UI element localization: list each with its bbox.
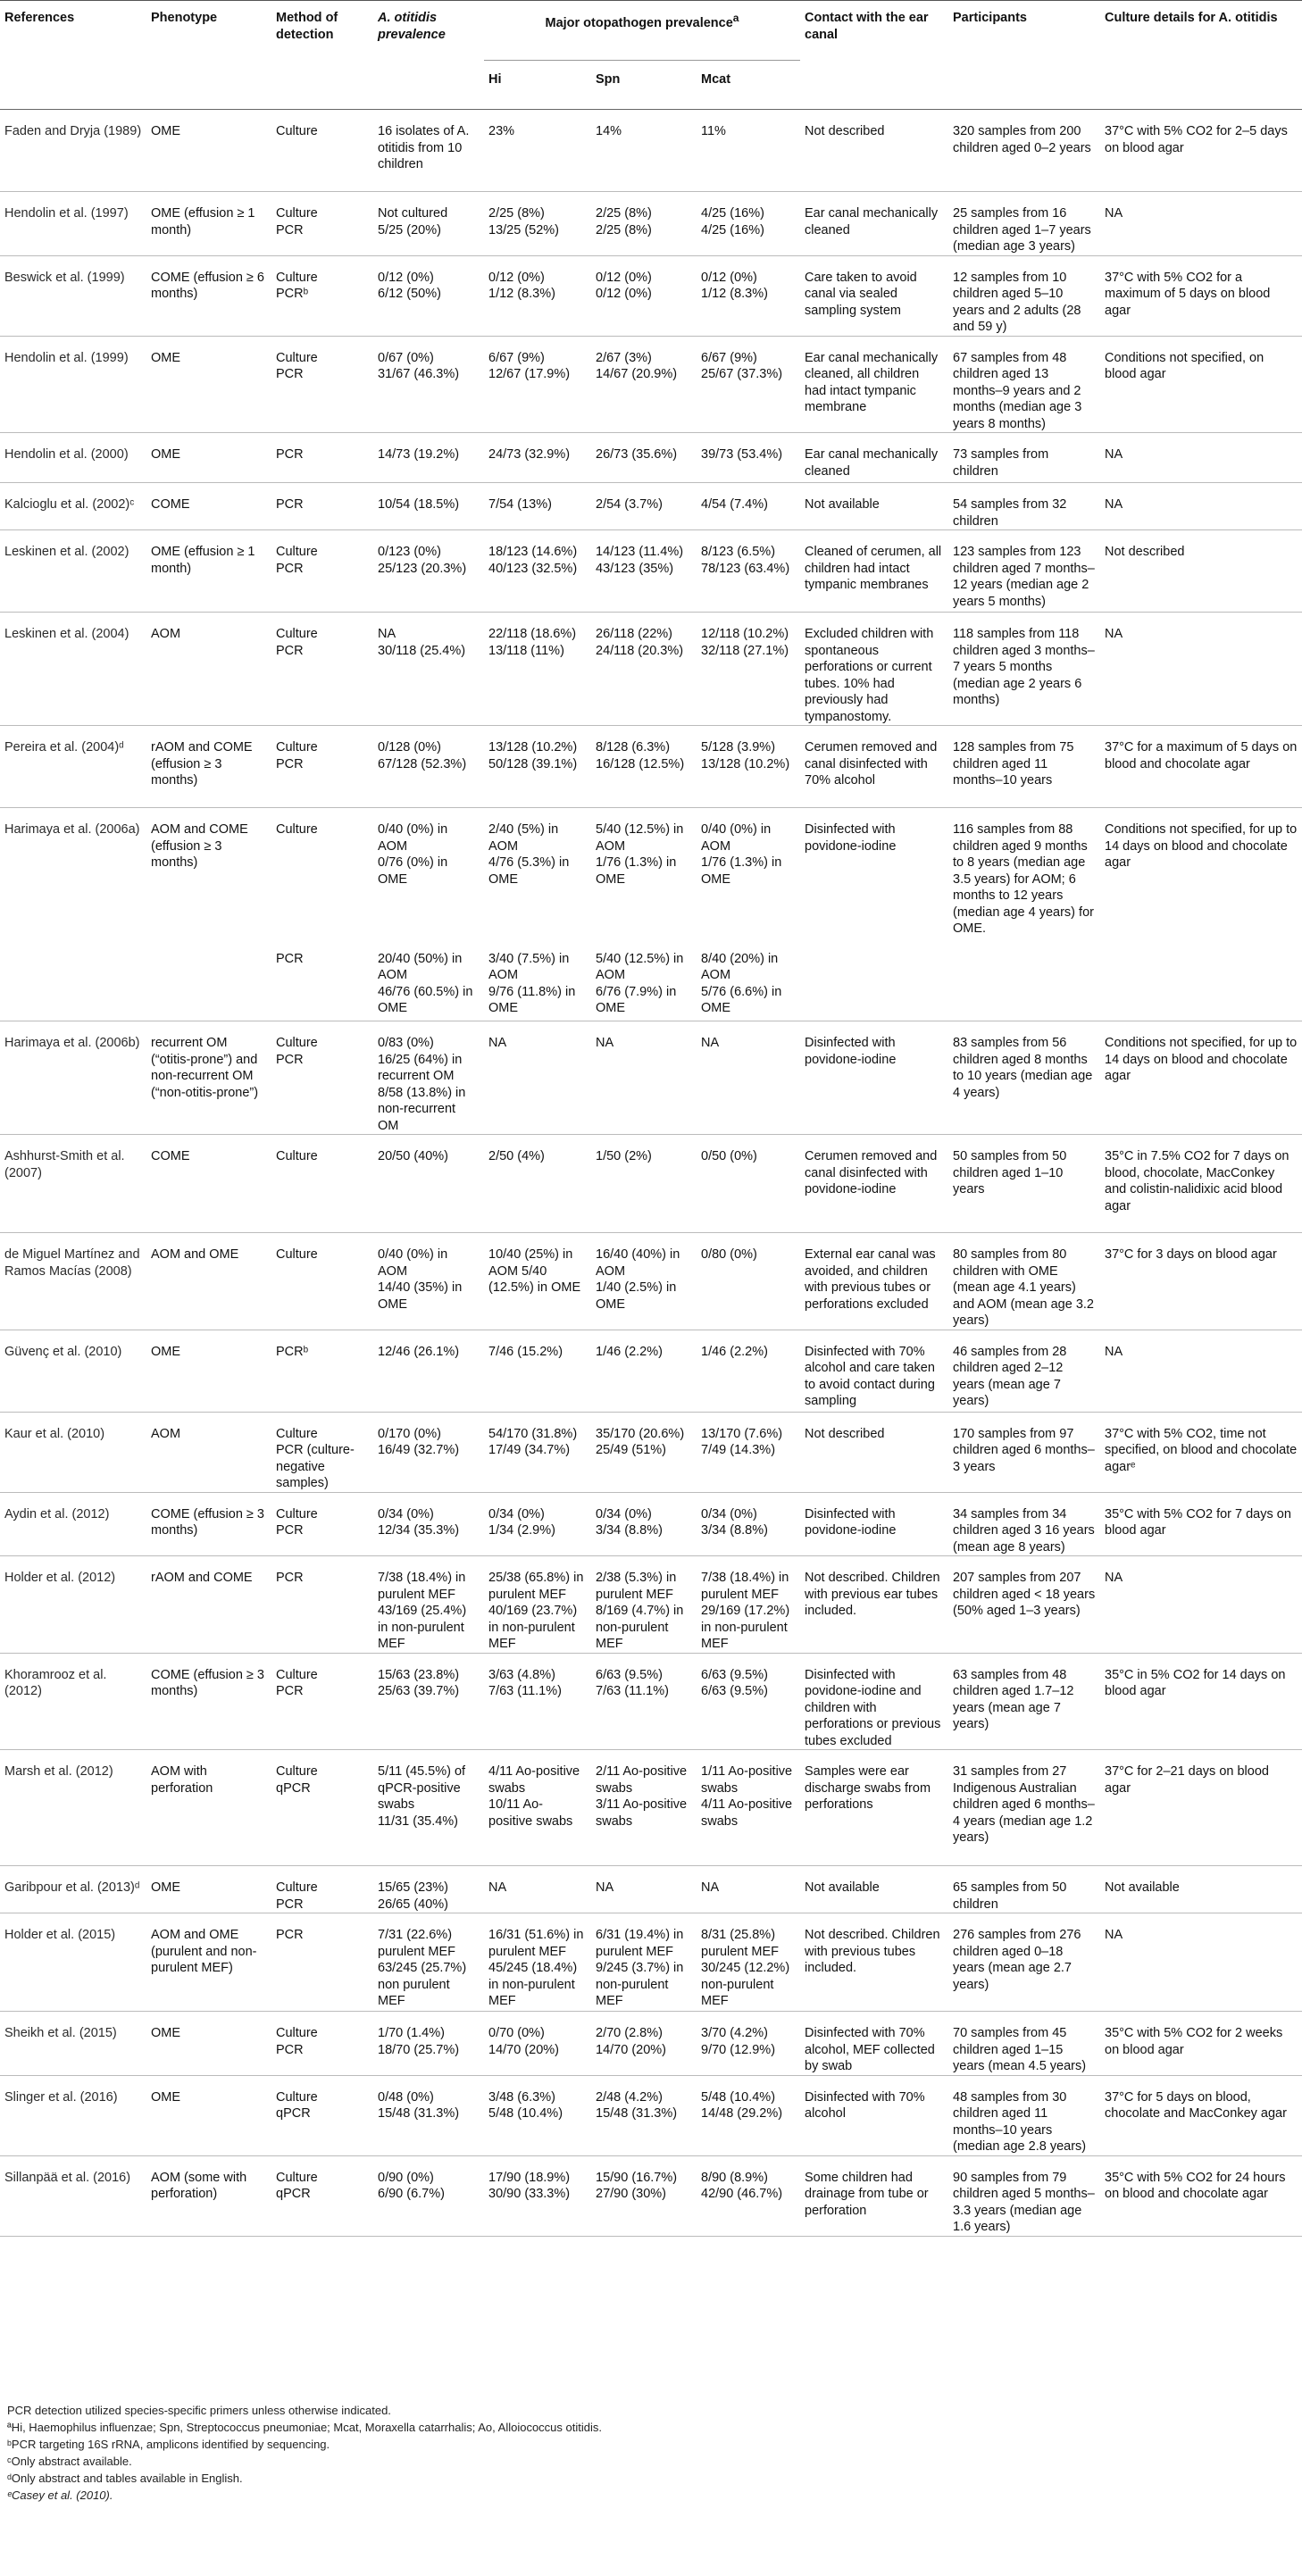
cell-mcat: 8/31 (25.8%) purulent MEF 30/245 (12.2%) non-purulent MEF: [701, 1928, 790, 2008]
cell-spn: 2/38 (5.3%) in purulent MEF 8/169 (4.7%) in non-purulent MEF: [596, 1571, 684, 1651]
cell-method: PCR: [276, 1571, 304, 1585]
cell-mcat: 0/80 (0%): [701, 1247, 757, 1262]
table-row: [0, 2155, 1302, 2236]
cell-hi: 0/12 (0%) 1/12 (8.3%): [488, 270, 555, 301]
table-row: [0, 1135, 1302, 1233]
table-row: [0, 1866, 1302, 1913]
cell-spn: 5/40 (12.5%) in AOM 6/76 (7.9%) in OME: [596, 951, 684, 1015]
cell-method: Culture PCR: [276, 1506, 318, 1538]
cell-phenotype: OME: [151, 2089, 181, 2105]
cell-culture: NA: [1105, 1571, 1123, 1585]
cell-hi: 10/40 (25%) in AOM 5/40 (12.5%) in OME: [488, 1247, 581, 1295]
cell-method: PCRᵇ: [276, 1344, 309, 1359]
cell-reference: Leskinen et al. (2004): [4, 627, 129, 641]
cell-reference: Harimaya et al. (2006a): [4, 822, 140, 837]
cell-spn: 2/70 (2.8%) 14/70 (20%): [596, 2026, 666, 2057]
cell-reference: Harimaya et al. (2006b): [4, 1036, 140, 1050]
cell-phenotype: [146, 938, 271, 1021]
footnote-d: ᵈOnly abstract and tables available in English.: [7, 2472, 243, 2485]
header-contact: Contact with the ear canal: [805, 11, 929, 42]
cell-culture: 37°C for 3 days on blood agar: [1105, 1247, 1277, 1262]
cell-participants: 25 samples from 16 children aged 1–7 years (median age 3 years): [953, 206, 1091, 254]
cell-reference: Hendolin et al. (1997): [4, 206, 129, 221]
header-culture: Culture details for A. otitidis: [1105, 11, 1278, 25]
cell-mcat: NA: [701, 1036, 720, 1050]
cell-method: Culture PCRᵇ: [276, 270, 318, 301]
header-method: Method of detection: [276, 11, 338, 42]
cell-spn: 26/118 (22%) 24/118 (20.3%): [596, 627, 684, 658]
cell-mcat: 0/34 (0%) 3/34 (8.8%): [701, 1506, 768, 1538]
cell-hi: 25/38 (65.8%) in purulent MEF 40/169 (23.7%) in non-purulent MEF: [488, 1571, 584, 1651]
cell-participants: 31 samples from 27 Indigenous Australian children aged 6 months–4 years (median age 1.2 years): [953, 1764, 1095, 1845]
cell-culture: 35°C in 7.5% CO2 for 7 days on blood, chocolate, MacConkey and colistin-nalidixic acid blood agar: [1105, 1149, 1289, 1213]
cell-mcat: 1/46 (2.2%): [701, 1344, 768, 1359]
header-references: References: [4, 11, 75, 25]
cell-mcat: 8/40 (20%) in AOM 5/76 (6.6%) in OME: [701, 951, 782, 1015]
cell-prevalence: 0/83 (0%) 16/25 (64%) in recurrent OM 8/58 (13.8%) in non-recurrent OM: [378, 1036, 466, 1133]
cell-spn: NA: [596, 1036, 614, 1050]
cell-spn: 14/123 (11.4%) 43/123 (35%): [596, 545, 684, 576]
cell-reference: Holder et al. (2015): [4, 1928, 116, 1942]
cell-prevalence: 7/31 (22.6%) purulent MEF 63/245 (25.7%) non purulent MEF: [378, 1928, 467, 2008]
cell-phenotype: AOM (some with perforation): [151, 2170, 247, 2201]
cell-reference: Sillanpää et al. (2016): [4, 2170, 131, 2185]
cell-participants: 90 samples from 79 children aged 5 months–3.3 years (median age 1.6 years): [953, 2170, 1095, 2234]
cell-contact: [800, 938, 948, 1021]
cell-contact: Not described. Children with previous ear tubes included.: [805, 1571, 940, 1618]
cell-culture: 35°C with 5% CO2 for 7 days on blood agar: [1105, 1506, 1291, 1538]
header-participants: Participants: [953, 11, 1027, 25]
cell-culture: NA: [1105, 1344, 1123, 1359]
footnote-a: ªHi, Haemophilus influenzae; Spn, Streptococcus pneumoniae; Mcat, Moraxella catarrhalis; Ao, Alloiococcus otitidis.: [7, 2421, 602, 2434]
cell-contact: Not available: [805, 497, 880, 512]
cell-spn: 8/128 (6.3%) 16/128 (12.5%): [596, 740, 685, 771]
cell-hi: 2/40 (5%) in AOM 4/76 (5.3%) in OME: [488, 822, 570, 887]
cell-phenotype: rAOM and COME (effusion ≥ 3 months): [151, 740, 253, 788]
cell-phenotype: AOM with perforation: [151, 1764, 213, 1796]
cell-contact: Ear canal mechanically cleaned: [805, 447, 939, 479]
cell-method: Culture PCR: [276, 545, 318, 576]
table-row: [0, 192, 1302, 256]
cell-prevalence: 0/123 (0%) 25/123 (20.3%): [378, 545, 467, 576]
cell-method: Culture PCR: [276, 1880, 318, 1912]
cell-participants: 128 samples from 75 children aged 11 months–10 years: [953, 740, 1074, 788]
cell-reference: Güvenç et al. (2010): [4, 1344, 122, 1359]
cell-method: Culture PCR: [276, 350, 318, 381]
cell-culture: Conditions not specified, for up to 14 days on blood and chocolate agar: [1105, 822, 1298, 870]
cell-mcat: 39/73 (53.4%): [701, 447, 783, 462]
cell-reference: Aydin et al. (2012): [4, 1506, 110, 1521]
cell-participants: 123 samples from 123 children aged 7 months–12 years (median age 2 years 5 months): [953, 545, 1095, 609]
cell-spn: 2/48 (4.2%) 15/48 (31.3%): [596, 2089, 678, 2121]
cell-mcat: 1/11 Ao-positive swabs 4/11 Ao-positive swabs: [701, 1764, 793, 1829]
footnote-b: ᵇPCR targeting 16S rRNA, amplicons identified by sequencing.: [7, 2438, 330, 2451]
cell-hi: 13/128 (10.2%) 50/128 (39.1%): [488, 740, 578, 771]
cell-prevalence: 15/65 (23%) 26/65 (40%): [378, 1880, 448, 1912]
table-row: [0, 938, 1302, 1021]
cell-reference: Sheikh et al. (2015): [4, 2026, 117, 2040]
cell-phenotype: AOM: [151, 627, 181, 641]
cell-mcat: 4/25 (16%) 4/25 (16%): [701, 206, 764, 238]
footnote-c: ᶜOnly abstract available.: [7, 2455, 132, 2468]
cell-spn: 26/73 (35.6%): [596, 447, 678, 462]
cell-hi: 7/46 (15.2%): [488, 1344, 563, 1359]
cell-contact: Cerumen removed and canal disinfected with 70% alcohol: [805, 740, 938, 788]
cell-reference: Garibpour et al. (2013)ᵈ: [4, 1880, 140, 1895]
cell-method: Culture: [276, 1149, 318, 1163]
cell-mcat: 7/38 (18.4%) in purulent MEF 29/169 (17.2%) in non-purulent MEF: [701, 1571, 790, 1651]
table-row: [0, 1412, 1302, 1492]
cell-culture: 37°C for 2–21 days on blood agar: [1105, 1764, 1269, 1796]
header-otopathogen: Major otopathogen prevalence$^a$: [484, 1, 800, 61]
cell-culture: 37°C for 5 days on blood, chocolate and MacConkey agar: [1105, 2089, 1287, 2121]
cell-hi: 2/50 (4%): [488, 1149, 545, 1163]
cell-mcat: NA: [701, 1880, 720, 1895]
cell-mcat: 13/170 (7.6%) 7/49 (14.3%): [701, 1426, 783, 1457]
cell-spn: NA: [596, 1880, 614, 1895]
cell-prevalence: Not cultured 5/25 (20%): [378, 206, 448, 238]
cell-contact: Ear canal mechanically cleaned: [805, 206, 939, 238]
cell-hi: 7/54 (13%): [488, 497, 552, 512]
cell-participants: 67 samples from 48 children aged 13 months–9 years and 2 months (median age 3 years 8 months): [953, 350, 1082, 431]
table-row: [0, 110, 1302, 192]
table-row: [0, 530, 1302, 613]
cell-reference: Khoramrooz et al. (2012): [4, 1667, 107, 1698]
cell-mcat: 0/40 (0%) in AOM 1/76 (1.3%) in OME: [701, 822, 782, 887]
cell-contact: Care taken to avoid canal via sealed sampling system: [805, 270, 917, 318]
cell-contact: External ear canal was avoided, and children with previous tubes or perforations excluded: [805, 1247, 936, 1312]
cell-prevalence: 20/50 (40%): [378, 1149, 448, 1163]
cell-contact: Disinfected with 70% alcohol: [805, 2089, 925, 2121]
table-body: [0, 110, 1302, 2237]
cell-contact: Disinfected with povidone-iodine: [805, 822, 897, 854]
cell-contact: Disinfected with povidone-iodine and children with perforations or previous tubes excluded: [805, 1667, 941, 1748]
cell-phenotype: OME: [151, 1344, 181, 1359]
cell-mcat: 0/50 (0%): [701, 1149, 757, 1163]
cell-method: Culture: [276, 124, 318, 138]
cell-participants: 116 samples from 88 children aged 9 months to 8 years (median age 3.5 years) for AOM; 6 months to 12 years (median age 4 years) for OME.: [953, 822, 1094, 936]
cell-reference: Kaur et al. (2010): [4, 1426, 105, 1441]
cell-phenotype: COME (effusion ≥ 3 months): [151, 1667, 264, 1698]
cell-phenotype: OME: [151, 2026, 181, 2040]
header-phenotype: Phenotype: [151, 11, 218, 25]
table-row: [0, 1233, 1302, 1330]
cell-hi: 24/73 (32.9%): [488, 447, 571, 462]
cell-prevalence: 0/48 (0%) 15/48 (31.3%): [378, 2089, 460, 2121]
cell-mcat: 8/123 (6.5%) 78/123 (63.4%): [701, 545, 790, 576]
cell-hi: 2/25 (8%) 13/25 (52%): [488, 206, 559, 238]
table-row: [0, 1021, 1302, 1135]
header-prevalence: A. otitidis prevalence: [378, 11, 446, 42]
cell-prevalence: 5/11 (45.5%) of qPCR-positive swabs 11/31 (35.4%): [378, 1764, 466, 1829]
cell-phenotype: rAOM and COME: [151, 1571, 253, 1585]
cell-mcat: 8/90 (8.9%) 42/90 (46.7%): [701, 2170, 783, 2201]
cell-hi: 16/31 (51.6%) in purulent MEF 45/245 (18.4%) in non-purulent MEF: [488, 1928, 584, 2008]
cell-prevalence: 0/170 (0%) 16/49 (32.7%): [378, 1426, 460, 1457]
table-row: [0, 336, 1302, 433]
cell-spn: 16/40 (40%) in AOM 1/40 (2.5%) in OME: [596, 1247, 680, 1312]
cell-participants: 118 samples from 118 children aged 3 months–7 years 5 months (median age 2 years 6 months): [953, 627, 1095, 707]
cell-spn: 1/46 (2.2%): [596, 1344, 663, 1359]
cell-reference: de Miguel Martínez and Ramos Macías (2008): [4, 1247, 140, 1279]
cell-reference: Faden and Dryja (1989): [4, 124, 142, 138]
cell-phenotype: OME: [151, 447, 181, 462]
cell-culture: 35°C with 5% CO2 for 24 hours on blood and chocolate agar: [1105, 2170, 1286, 2201]
cell-contact: Disinfected with povidone-iodine: [805, 1506, 897, 1538]
cell-phenotype: OME (effusion ≥ 1 month): [151, 545, 255, 576]
cell-mcat: 11%: [701, 124, 726, 138]
table-row: [0, 1330, 1302, 1412]
cell-prevalence: 0/12 (0%) 6/12 (50%): [378, 270, 441, 301]
cell-prevalence: 0/34 (0%) 12/34 (35.3%): [378, 1506, 460, 1538]
cell-culture: Conditions not specified, for up to 14 days on blood and chocolate agar: [1105, 1036, 1298, 1083]
cell-phenotype: COME: [151, 497, 190, 512]
cell-phenotype: AOM: [151, 1426, 181, 1441]
cell-prevalence: NA 30/118 (25.4%): [378, 627, 466, 658]
cell-hi: 22/118 (18.6%) 13/118 (11%): [488, 627, 577, 658]
cell-culture: 37°C for a maximum of 5 days on blood and chocolate agar: [1105, 740, 1298, 771]
cell-prevalence: 10/54 (18.5%): [378, 497, 460, 512]
table-row: [0, 2075, 1302, 2155]
cell-culture: NA: [1105, 206, 1123, 221]
table-row: [0, 1653, 1302, 1750]
cell-hi: 6/67 (9%) 12/67 (17.9%): [488, 350, 571, 381]
cell-method: Culture qPCR: [276, 1764, 318, 1796]
cell-contact: Not available: [805, 1880, 880, 1895]
cell-method: Culture PCR: [276, 627, 318, 658]
cell-participants: 170 samples from 97 children aged 6 months–3 years: [953, 1426, 1095, 1474]
cell-culture: Conditions not specified, on blood agar: [1105, 350, 1264, 381]
cell-contact: Not described: [805, 1426, 885, 1441]
cell-method: PCR: [276, 951, 304, 966]
cell-prevalence: 7/38 (18.4%) in purulent MEF 43/169 (25.4%) in non-purulent MEF: [378, 1571, 467, 1651]
cell-culture: Not described: [1105, 545, 1185, 559]
cell-mcat: 5/128 (3.9%) 13/128 (10.2%): [701, 740, 790, 771]
cell-prevalence: 0/40 (0%) in AOM 0/76 (0%) in OME: [378, 822, 448, 887]
cell-spn: 0/34 (0%) 3/34 (8.8%): [596, 1506, 663, 1538]
cell-contact: Disinfected with povidone-iodine: [805, 1036, 897, 1067]
cell-contact: Ear canal mechanically cleaned, all children had intact tympanic membrane: [805, 350, 939, 414]
cell-spn: 2/67 (3%) 14/67 (20.9%): [596, 350, 678, 381]
table-row: [0, 2012, 1302, 2076]
cell-culture: 37°C with 5% CO2 for 2–5 days on blood agar: [1105, 124, 1288, 155]
footnote-e: ᵉCasey et al. (2010).: [7, 2488, 113, 2502]
cell-contact: Samples were ear discharge swabs from perforations: [805, 1764, 931, 1812]
cell-participants: 320 samples from 200 children aged 0–2 years: [953, 124, 1091, 155]
cell-culture: 37°C with 5% CO2, time not specified, on blood and chocolate agarᵉ: [1105, 1426, 1298, 1474]
cell-participants: 48 samples from 30 children aged 11 months–10 years (median age 2.8 years): [953, 2089, 1087, 2154]
cell-method: Culture: [276, 1247, 318, 1262]
cell-hi: NA: [488, 1036, 507, 1050]
cell-participants: 207 samples from 207 children aged < 18 years (50% aged 1–3 years): [953, 1571, 1096, 1618]
cell-spn: 6/31 (19.4%) in purulent MEF 9/245 (3.7%) in non-purulent MEF: [596, 1928, 684, 2008]
cell-hi: NA: [488, 1880, 507, 1895]
cell-phenotype: OME: [151, 124, 181, 138]
cell-participants: 12 samples from 10 children aged 5–10 years and 2 adults (28 and 59 y): [953, 270, 1081, 334]
cell-reference: Leskinen et al. (2002): [4, 545, 129, 559]
cell-culture: 35°C with 5% CO2 for 2 weeks on blood agar: [1105, 2026, 1283, 2057]
cell-spn: 2/11 Ao-positive swabs 3/11 Ao-positive swabs: [596, 1764, 688, 1829]
cell-mcat: 12/118 (10.2%) 32/118 (27.1%): [701, 627, 789, 658]
cell-method: Culture qPCR: [276, 2089, 318, 2121]
cell-participants: 54 samples from 32 children: [953, 497, 1067, 529]
cell-hi: 3/48 (6.3%) 5/48 (10.4%): [488, 2089, 563, 2121]
cell-contact: Not described. Children with previous tubes included.: [805, 1928, 940, 1975]
cell-hi: 0/34 (0%) 1/34 (2.9%): [488, 1506, 555, 1538]
cell-prevalence: 1/70 (1.4%) 18/70 (25.7%): [378, 2026, 460, 2057]
cell-reference: Pereira et al. (2004)ᵈ: [4, 740, 124, 754]
cell-contact: Disinfected with 70% alcohol and care taken to avoid contact during sampling: [805, 1344, 935, 1408]
cell-method: Culture PCR (culture-negative samples): [276, 1426, 355, 1490]
cell-phenotype: COME (effusion ≥ 6 months): [151, 270, 264, 301]
cell-hi: 54/170 (31.8%) 17/49 (34.7%): [488, 1426, 578, 1457]
cell-participants: 65 samples from 50 children: [953, 1880, 1067, 1912]
cell-reference: Holder et al. (2012): [4, 1571, 116, 1585]
cell-culture: NA: [1105, 447, 1123, 462]
cell-reference: Beswick et al. (1999): [4, 270, 125, 285]
cell-spn: 15/90 (16.7%) 27/90 (30%): [596, 2170, 678, 2201]
cell-method: Culture PCR: [276, 2026, 318, 2057]
cell-contact: Cerumen removed and canal disinfected with povidone-iodine: [805, 1149, 938, 1196]
cell-reference: Hendolin et al. (1999): [4, 350, 129, 365]
cell-prevalence: 0/67 (0%) 31/67 (46.3%): [378, 350, 460, 381]
footnotes: [7, 2402, 1293, 2504]
cell-participants: 46 samples from 28 children aged 2–12 years (mean age 7 years): [953, 1344, 1067, 1408]
cell-method: Culture qPCR: [276, 2170, 318, 2201]
cell-participants: 50 samples from 50 children aged 1–10 years: [953, 1149, 1067, 1196]
cell-method: PCR: [276, 497, 304, 512]
cell-prevalence: 15/63 (23.8%) 25/63 (39.7%): [378, 1667, 460, 1698]
table-row: [0, 1750, 1302, 1866]
cell-spn: 5/40 (12.5%) in AOM 1/76 (1.3%) in OME: [596, 822, 684, 887]
cell-reference: Ashhurst-Smith et al. (2007): [4, 1149, 125, 1180]
cell-reference: Slinger et al. (2016): [4, 2089, 118, 2105]
cell-hi: 3/63 (4.8%) 7/63 (11.1%): [488, 1667, 562, 1698]
cell-mcat: 5/48 (10.4%) 14/48 (29.2%): [701, 2089, 783, 2121]
cell-prevalence: 20/40 (50%) in AOM 46/76 (60.5%) in OME: [378, 951, 473, 1015]
cell-participants: 83 samples from 56 children aged 8 months to 10 years (median age 4 years): [953, 1036, 1093, 1100]
cell-phenotype: recurrent OM (“otitis-prone”) and non-recurrent OM (“non-otitis-prone”): [151, 1036, 259, 1100]
cell-hi: 0/70 (0%) 14/70 (20%): [488, 2026, 559, 2057]
cell-method: Culture PCR: [276, 1036, 318, 1067]
cell-spn: 2/25 (8%) 2/25 (8%): [596, 206, 652, 238]
cell-culture: [1100, 938, 1302, 1021]
table-row: [0, 483, 1302, 530]
cell-reference: [0, 938, 146, 1021]
cell-culture: Not available: [1105, 1880, 1180, 1895]
cell-phenotype: OME: [151, 1880, 181, 1895]
cell-culture: 37°C with 5% CO2 for a maximum of 5 days on blood agar: [1105, 270, 1271, 318]
table-row: [0, 255, 1302, 336]
cell-hi: 3/40 (7.5%) in AOM 9/76 (11.8%) in OME: [488, 951, 576, 1015]
cell-method: Culture PCR: [276, 740, 318, 771]
table-row: [0, 1556, 1302, 1654]
cell-contact: Excluded children with spontaneous perforations or current tubes. 10% had previously had tympanostomy.: [805, 627, 934, 724]
header-spn: Spn: [596, 72, 621, 87]
cell-mcat: 4/54 (7.4%): [701, 497, 768, 512]
cell-participants: 63 samples from 48 children aged 1.7–12 years (mean age 7 years): [953, 1667, 1074, 1731]
cell-spn: 1/50 (2%): [596, 1149, 652, 1163]
cell-phenotype: AOM and OME: [151, 1247, 239, 1262]
table-row: [0, 1913, 1302, 2012]
table-row: [0, 808, 1302, 938]
cell-mcat: 0/12 (0%) 1/12 (8.3%): [701, 270, 768, 301]
table-header: [0, 1, 1302, 110]
cell-hi: 18/123 (14.6%) 40/123 (32.5%): [488, 545, 578, 576]
cell-contact: Not described: [805, 124, 885, 138]
cell-reference: Hendolin et al. (2000): [4, 447, 129, 462]
cell-mcat: 3/70 (4.2%) 9/70 (12.9%): [701, 2026, 776, 2057]
cell-mcat: 6/67 (9%) 25/67 (37.3%): [701, 350, 783, 381]
cell-participants: 80 samples from 80 children with OME (mean age 4.1 years) and AOM (mean age 3.2 years): [953, 1247, 1094, 1328]
cell-phenotype: COME: [151, 1149, 190, 1163]
cell-participants: [948, 938, 1100, 1021]
cell-contact: Cleaned of cerumen, all children had intact tympanic membranes: [805, 545, 942, 592]
cell-reference: Marsh et al. (2012): [4, 1764, 113, 1779]
cell-prevalence: 0/40 (0%) in AOM 14/40 (35%) in OME: [378, 1247, 463, 1312]
cell-spn: 14%: [596, 124, 622, 138]
cell-method: Culture: [276, 822, 318, 837]
cell-participants: 70 samples from 45 children aged 1–15 years (mean 4.5 years): [953, 2026, 1087, 2073]
cell-culture: NA: [1105, 1928, 1123, 1942]
cell-spn: 6/63 (9.5%) 7/63 (11.1%): [596, 1667, 669, 1698]
cell-participants: 276 samples from 276 children aged 0–18 years (mean age 2.7 years): [953, 1928, 1081, 1992]
footnote-pcr: PCR detection utilized species-specific primers unless otherwise indicated.: [7, 2404, 391, 2417]
cell-contact: Some children had drainage from tube or perforation: [805, 2170, 929, 2218]
header-hi: Hi: [488, 72, 502, 87]
header-mcat: Mcat: [701, 72, 731, 87]
cell-hi: 4/11 Ao-positive swabs 10/11 Ao-positive swabs: [488, 1764, 580, 1829]
cell-prevalence: 16 isolates of A. otitidis from 10 children: [378, 124, 470, 171]
cell-phenotype: COME (effusion ≥ 3 months): [151, 1506, 264, 1538]
cell-spn: 0/12 (0%) 0/12 (0%): [596, 270, 652, 301]
cell-hi: 23%: [488, 124, 515, 138]
cell-contact: Disinfected with 70% alcohol, MEF collected by swab: [805, 2026, 935, 2073]
cell-phenotype: OME (effusion ≥ 1 month): [151, 206, 255, 238]
cell-participants: 34 samples from 34 children aged 3 16 years (mean age 8 years): [953, 1506, 1095, 1555]
cell-culture: NA: [1105, 497, 1123, 512]
table-row: [0, 726, 1302, 808]
cell-prevalence: 14/73 (19.2%): [378, 447, 460, 462]
cell-spn: 2/54 (3.7%): [596, 497, 663, 512]
cell-culture: 35°C in 5% CO2 for 14 days on blood agar: [1105, 1667, 1286, 1698]
cell-spn: 35/170 (20.6%) 25/49 (51%): [596, 1426, 685, 1457]
table-row: [0, 433, 1302, 483]
cell-hi: 17/90 (18.9%) 30/90 (33.3%): [488, 2170, 571, 2201]
cell-reference: Kalcioglu et al. (2002)ᶜ: [4, 497, 135, 512]
cell-prevalence: 12/46 (26.1%): [378, 1344, 460, 1359]
cell-participants: 73 samples from children: [953, 447, 1049, 479]
cell-phenotype: OME: [151, 350, 181, 365]
cell-phenotype: AOM and OME (purulent and non-purulent MEF): [151, 1928, 257, 1975]
cell-method: PCR: [276, 1928, 304, 1942]
cell-method: Culture PCR: [276, 1667, 318, 1698]
cell-method: Culture PCR: [276, 206, 318, 238]
cell-prevalence: 0/128 (0%) 67/128 (52.3%): [378, 740, 467, 771]
table-row: [0, 613, 1302, 726]
cell-mcat: 6/63 (9.5%) 6/63 (9.5%): [701, 1667, 768, 1698]
table-row: [0, 1492, 1302, 1556]
cell-method: PCR: [276, 447, 304, 462]
cell-prevalence: 0/90 (0%) 6/90 (6.7%): [378, 2170, 445, 2201]
cell-phenotype: AOM and COME (effusion ≥ 3 months): [151, 822, 248, 870]
cell-culture: NA: [1105, 627, 1123, 641]
